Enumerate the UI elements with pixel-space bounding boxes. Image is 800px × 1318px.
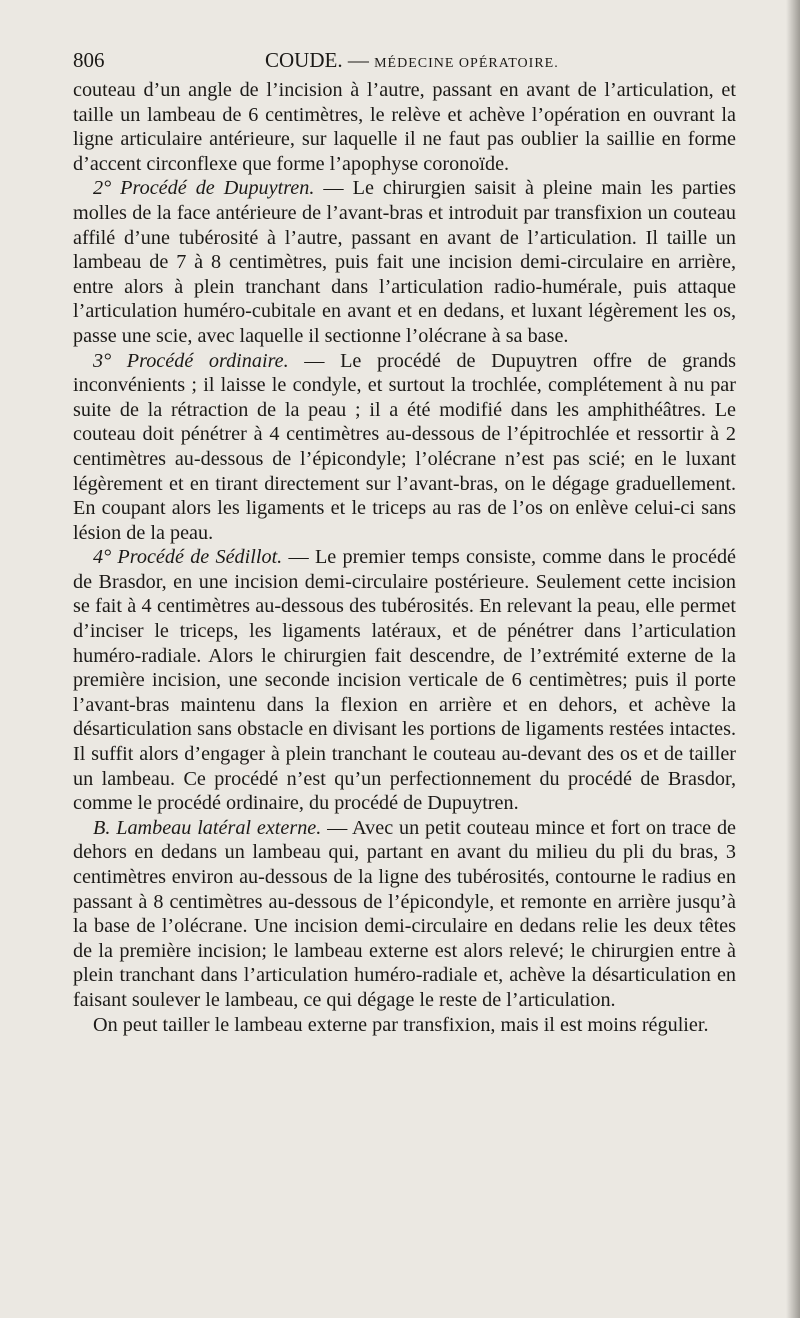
paragraph-heading: 4° Procédé de Sédillot.: [93, 546, 283, 569]
paragraph-text: — Avec un petit couteau mince et fort on trace de dehors en dedans un lambeau qui, partant en avant du milieu du pli du bras, 3 centimètres environ au-dessous de la ligne des tubérosités, contourne le radius en passant à 8 centimètres au-dessous de l’épicondyle, et remonte en arrière jusqu’à la base de l’olécrane. Une incision demi-circulaire en dedans relie les deux têtes de la première incision; le lambeau externe est alors relevé; le chirurgien entre à plein tranchant dans l’articulation huméro-radiale et, achève la désarticulation en faisant soulever le lambeau, ce qui dégage le reste de l’articulation.: [73, 816, 737, 1011]
page-edge-shadow: [786, 0, 800, 1318]
paragraph-lambeau-externe: [73, 816, 736, 1013]
page-number: 806: [73, 48, 105, 72]
paragraph-sedillot: [73, 545, 736, 816]
running-header: [73, 44, 736, 78]
paragraph-heading: B. Lambeau latéral externe.: [93, 816, 322, 839]
paragraph-text: — Le procédé de Dupuytren offre de grands inconvénients ; il laisse le condyle, et surtout la trochlée, complétement à nu par suite de la rétraction de la peau ; il a été modifié dans les amphithéâtres. Le couteau doit pénétrer à 4 centimètres au-dessous de l’épitrochlée et ressortir à 2 centimètres au-dessous de l’épicondyle; l’olécrane n’est pas scié; en le luxant légèrement et en tirant directement sur l’avant-bras, on le dégage graduellement. En coupant alors les ligaments et le triceps au ras de l’os on enlève celui-ci sans lésion de la peau.: [73, 349, 736, 544]
paragraph-text: couteau d’un angle de l’incision à l’autre, passant en avant de l’articulation, et taille un lambeau de 6 centimètres, le relève et achève l’opération en ouvrant la ligne articulaire antérieure, sur laquelle il ne faut pas oublier la saillie en forme d’accent circonflexe que forme l’apophyse coronoïde.: [73, 79, 736, 175]
paragraph-heading: 3° Procédé ordinaire.: [93, 349, 289, 372]
paragraph-text: — Le chirurgien saisit à pleine main les parties molles de la face antérieure de l’avant-bras et introduit par transfixion un couteau affilé d’une tubérosité à l’autre, passant en avant de l’articulation. Il taille un lambeau de 7 à 8 centimètres, puis fait une incision demi-circulaire en arrière, entre alors à plein tranchant dans l’articulation radio-humérale, puis attaque l’articulation huméro-cubitale en avant et en dedans, et luxant légèrement les os, passe une scie, avec laquelle il sectionne l’olécrane à sa base.: [73, 177, 736, 347]
paragraph-ordinaire: [73, 349, 736, 546]
running-head-separator: —: [347, 48, 369, 72]
running-head-title: COUDE.: [265, 48, 343, 72]
paragraph-transfixion: [73, 1013, 736, 1038]
paragraph-dupuytren: [73, 176, 736, 348]
body-text: [73, 78, 736, 1037]
paragraph-text: — Le premier temps consiste, comme dans le procédé de Brasdor, en une incision demi-circulaire postérieure. Seulement cette incision se fait à 4 centimètres au-dessous des tubérosités. En relevant la peau, elle permet d’inciser le triceps, les ligaments latéraux, et de pénétrer dans l’articulation huméro-radiale. Alors le chirurgien fait descendre, de l’extrémité externe de la première incision, une seconde incision verticale de 6 centimètres; puis il porte l’avant-bras maintenu dans la flexion en arrière et en dehors, et achève la désarticulation sans obstacle en divisant les portions de ligaments restées intactes. Il suffit alors d’engager à plein tranchant le couteau au-devant des os et de tailler un lambeau. Ce procédé n’est qu’un perfectionnement du procédé de Brasdor, comme le procédé ordinaire, du procédé de Dupuytren.: [73, 546, 736, 815]
paragraph-text: On peut tailler le lambeau externe par transfixion, mais il est moins régulier.: [93, 1013, 709, 1036]
running-head: [265, 48, 559, 73]
paragraph-heading: 2° Procédé de Dupuytren.: [93, 177, 315, 200]
running-head-subtitle: MÉDECINE OPÉRATOIRE.: [374, 56, 559, 71]
paragraph-continuation: [73, 78, 736, 176]
